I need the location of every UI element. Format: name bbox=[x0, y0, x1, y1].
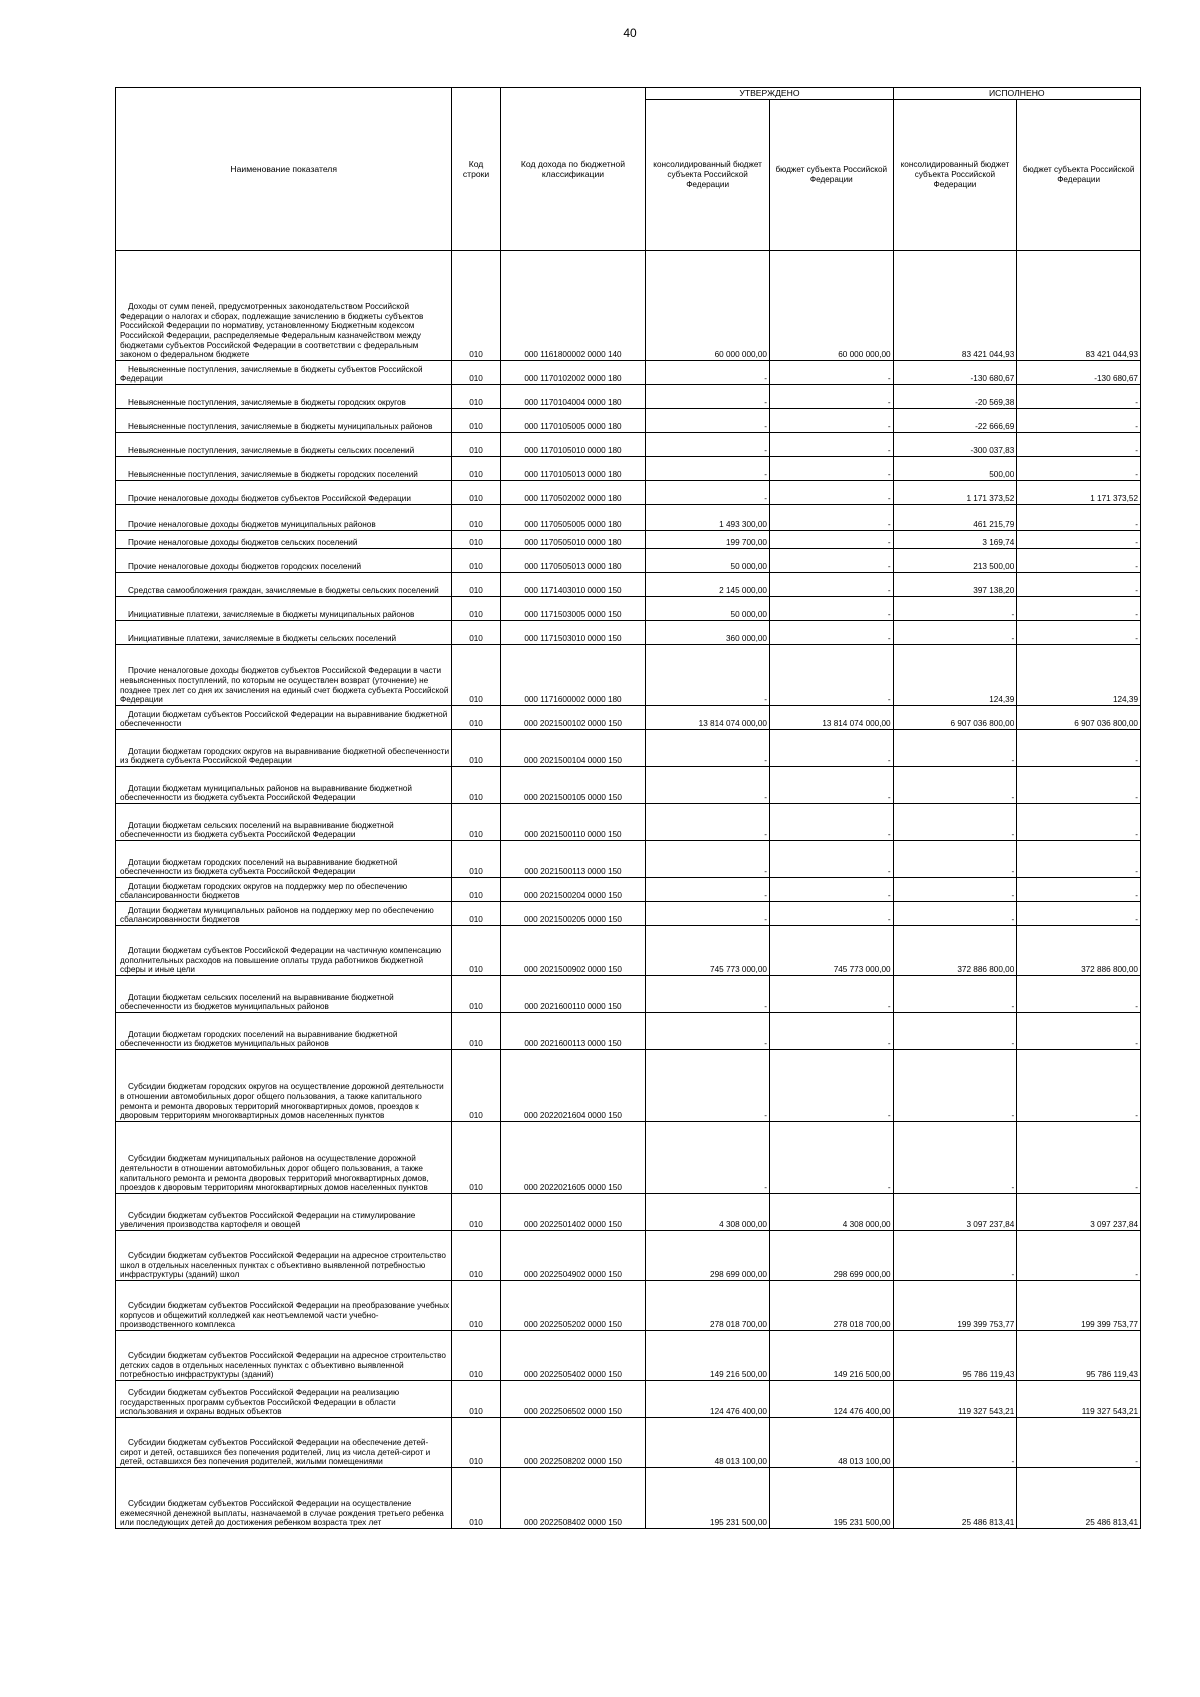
table-row bbox=[116, 505, 1141, 531]
table-row bbox=[116, 767, 1141, 804]
row-executed-subject: - bbox=[1017, 1013, 1141, 1050]
row-name: Средства самообложения граждан, зачисляемые в бюджеты сельских поселений bbox=[116, 573, 452, 597]
row-executed-consolidated: 461 215,79 bbox=[893, 505, 1017, 531]
row-income-code: 000 1171503005 0000 150 bbox=[500, 597, 646, 621]
row-approved-consolidated: 124 476 400,00 bbox=[646, 1381, 770, 1418]
row-approved-consolidated: - bbox=[646, 457, 770, 481]
row-approved-consolidated: 13 814 074 000,00 bbox=[646, 706, 770, 730]
row-line-code: 010 bbox=[452, 1418, 500, 1468]
income-report-table bbox=[115, 87, 1141, 1529]
row-income-code: 000 1170104004 0000 180 bbox=[500, 385, 646, 409]
row-income-code: 000 2022505202 0000 150 bbox=[500, 1281, 646, 1331]
row-line-code: 010 bbox=[452, 730, 500, 767]
row-approved-consolidated: 199 700,00 bbox=[646, 531, 770, 549]
row-executed-consolidated: - bbox=[893, 1122, 1017, 1194]
row-approved-consolidated: - bbox=[646, 878, 770, 902]
row-approved-subject: - bbox=[769, 361, 893, 385]
table-row bbox=[116, 621, 1141, 645]
table-row bbox=[116, 409, 1141, 433]
header-income-code: Код дохода по бюджетной классификации bbox=[500, 88, 646, 251]
row-executed-subject: 3 097 237,84 bbox=[1017, 1194, 1141, 1231]
row-line-code: 010 bbox=[452, 1050, 500, 1122]
table-row bbox=[116, 976, 1141, 1013]
row-name: Дотации бюджетам субъектов Российской Федерации на выравнивание бюджетной обеспеченности bbox=[116, 706, 452, 730]
page-number: 40 bbox=[623, 26, 637, 40]
row-approved-subject: 13 814 074 000,00 bbox=[769, 706, 893, 730]
row-approved-subject: - bbox=[769, 433, 893, 457]
row-executed-subject: - bbox=[1017, 457, 1141, 481]
header-executed-consolidated: консолидированный бюджет субъекта Российской Федерации bbox=[893, 100, 1017, 251]
row-approved-subject: 195 231 500,00 bbox=[769, 1468, 893, 1529]
row-name: Дотации бюджетам сельских поселений на выравнивание бюджетной обеспеченности из бюджетов муниципальных районов bbox=[116, 976, 452, 1013]
table-row bbox=[116, 1050, 1141, 1122]
table-row bbox=[116, 706, 1141, 730]
row-name: Субсидии бюджетам субъектов Российской Федерации на реализацию государственных программ субъектов Российской Федерации в области использования и охраны водных объектов bbox=[116, 1381, 452, 1418]
table-row bbox=[116, 1381, 1141, 1418]
header-approved-subject: бюджет субъекта Российской Федерации bbox=[769, 100, 893, 251]
table-row bbox=[116, 531, 1141, 549]
row-income-code: 000 2022505402 0000 150 bbox=[500, 1331, 646, 1381]
row-income-code: 000 2021500204 0000 150 bbox=[500, 878, 646, 902]
row-executed-subject: - bbox=[1017, 1050, 1141, 1122]
row-approved-consolidated: 360 000,00 bbox=[646, 621, 770, 645]
row-line-code: 010 bbox=[452, 433, 500, 457]
row-income-code: 000 1170105005 0000 180 bbox=[500, 409, 646, 433]
row-approved-subject: - bbox=[769, 804, 893, 841]
row-executed-consolidated: - bbox=[893, 1418, 1017, 1468]
row-executed-subject: - bbox=[1017, 730, 1141, 767]
table-row bbox=[116, 549, 1141, 573]
row-executed-consolidated: 25 486 813,41 bbox=[893, 1468, 1017, 1529]
row-executed-consolidated: -20 569,38 bbox=[893, 385, 1017, 409]
row-line-code: 010 bbox=[452, 531, 500, 549]
table-row bbox=[116, 361, 1141, 385]
row-approved-consolidated: 50 000,00 bbox=[646, 597, 770, 621]
row-approved-subject: 48 013 100,00 bbox=[769, 1418, 893, 1468]
row-name: Прочие неналоговые доходы бюджетов сельских поселений bbox=[116, 531, 452, 549]
row-income-code: 000 2022021605 0000 150 bbox=[500, 1122, 646, 1194]
table-row bbox=[116, 457, 1141, 481]
row-approved-consolidated: 60 000 000,00 bbox=[646, 251, 770, 361]
row-income-code: 000 1161800002 0000 140 bbox=[500, 251, 646, 361]
row-line-code: 010 bbox=[452, 804, 500, 841]
row-approved-subject: - bbox=[769, 573, 893, 597]
row-approved-consolidated: - bbox=[646, 385, 770, 409]
row-executed-subject: - bbox=[1017, 1231, 1141, 1281]
row-income-code: 000 2022506502 0000 150 bbox=[500, 1381, 646, 1418]
row-executed-consolidated: 213 500,00 bbox=[893, 549, 1017, 573]
row-income-code: 000 2022501402 0000 150 bbox=[500, 1194, 646, 1231]
row-approved-subject: - bbox=[769, 1050, 893, 1122]
row-approved-subject: - bbox=[769, 549, 893, 573]
row-approved-subject: - bbox=[769, 597, 893, 621]
row-name: Инициативные платежи, зачисляемые в бюджеты сельских поселений bbox=[116, 621, 452, 645]
row-executed-subject: - bbox=[1017, 902, 1141, 926]
row-name: Невыясненные поступления, зачисляемые в бюджеты сельских поселений bbox=[116, 433, 452, 457]
row-approved-consolidated: - bbox=[646, 433, 770, 457]
row-approved-consolidated: 195 231 500,00 bbox=[646, 1468, 770, 1529]
row-executed-subject: -130 680,67 bbox=[1017, 361, 1141, 385]
row-approved-consolidated: - bbox=[646, 1013, 770, 1050]
row-income-code: 000 2022508402 0000 150 bbox=[500, 1468, 646, 1529]
row-approved-consolidated: 149 216 500,00 bbox=[646, 1331, 770, 1381]
row-name: Прочие неналоговые доходы бюджетов муниципальных районов bbox=[116, 505, 452, 531]
header-executed-subject: бюджет субъекта Российской Федерации bbox=[1017, 100, 1141, 251]
row-line-code: 010 bbox=[452, 1013, 500, 1050]
row-name: Прочие неналоговые доходы бюджетов городских поселений bbox=[116, 549, 452, 573]
row-approved-consolidated: - bbox=[646, 645, 770, 706]
row-executed-subject: - bbox=[1017, 767, 1141, 804]
row-income-code: 000 2021600113 0000 150 bbox=[500, 1013, 646, 1050]
table-row bbox=[116, 841, 1141, 878]
row-approved-subject: - bbox=[769, 531, 893, 549]
row-income-code: 000 2021500102 0000 150 bbox=[500, 706, 646, 730]
row-executed-subject: 199 399 753,77 bbox=[1017, 1281, 1141, 1331]
row-executed-subject: - bbox=[1017, 433, 1141, 457]
row-approved-consolidated: - bbox=[646, 976, 770, 1013]
row-approved-subject: - bbox=[769, 481, 893, 505]
table-row bbox=[116, 1122, 1141, 1194]
row-line-code: 010 bbox=[452, 549, 500, 573]
row-executed-consolidated: 119 327 543,21 bbox=[893, 1381, 1017, 1418]
row-line-code: 010 bbox=[452, 841, 500, 878]
row-name: Невыясненные поступления, зачисляемые в бюджеты городских округов bbox=[116, 385, 452, 409]
table-row bbox=[116, 1281, 1141, 1331]
row-approved-subject: - bbox=[769, 1122, 893, 1194]
row-approved-consolidated: - bbox=[646, 767, 770, 804]
row-approved-subject: - bbox=[769, 1013, 893, 1050]
table-row bbox=[116, 645, 1141, 706]
row-income-code: 000 1170505005 0000 180 bbox=[500, 505, 646, 531]
row-executed-subject: 1 171 373,52 bbox=[1017, 481, 1141, 505]
row-executed-subject: - bbox=[1017, 409, 1141, 433]
header-name: Наименование показателя bbox=[116, 88, 452, 251]
row-income-code: 000 1170505010 0000 180 bbox=[500, 531, 646, 549]
header-line-code: Код строки bbox=[452, 88, 500, 251]
row-executed-consolidated: - bbox=[893, 1231, 1017, 1281]
row-name: Субсидии бюджетам субъектов Российской Федерации на преобразование учебных корпусов и общежитий колледжей как неотъемлемой части учебно-производственного комплекса bbox=[116, 1281, 452, 1331]
row-approved-subject: - bbox=[769, 767, 893, 804]
header-approved-consolidated: консолидированный бюджет субъекта Российской Федерации bbox=[646, 100, 770, 251]
row-income-code: 000 2021500902 0000 150 bbox=[500, 926, 646, 976]
row-executed-subject: 124,39 bbox=[1017, 645, 1141, 706]
row-executed-consolidated: - bbox=[893, 1050, 1017, 1122]
row-name: Невыясненные поступления, зачисляемые в бюджеты городских поселений bbox=[116, 457, 452, 481]
row-name: Дотации бюджетам муниципальных районов на поддержку мер по обеспечению сбалансированности бюджетов bbox=[116, 902, 452, 926]
row-executed-consolidated: 3 169,74 bbox=[893, 531, 1017, 549]
row-name: Дотации бюджетам городских округов на выравнивание бюджетной обеспеченности из бюджета субъекта Российской Федерации bbox=[116, 730, 452, 767]
row-approved-consolidated: 2 145 000,00 bbox=[646, 573, 770, 597]
row-approved-subject: - bbox=[769, 645, 893, 706]
row-income-code: 000 2021600110 0000 150 bbox=[500, 976, 646, 1013]
row-approved-consolidated: 298 699 000,00 bbox=[646, 1231, 770, 1281]
row-name: Дотации бюджетам субъектов Российской Федерации на частичную компенсацию дополнительных расходов на повышение оплаты труда работников бюджетной сферы и иные цели bbox=[116, 926, 452, 976]
row-income-code: 000 2022021604 0000 150 bbox=[500, 1050, 646, 1122]
row-line-code: 010 bbox=[452, 645, 500, 706]
row-name: Доходы от сумм пеней, предусмотренных законодательством Российской Федерации о налогах и сборах, подлежащие зачислению в бюджеты субъектов Российской Федерации по нормативу, установленному Бюджетным кодексом Российской Федерации, распределяемые Федеральным казначейством между бюджетами субъектов Российской Федерации в соответствии с федеральным законом о федеральном бюджете bbox=[116, 251, 452, 361]
row-executed-subject: 6 907 036 800,00 bbox=[1017, 706, 1141, 730]
row-name: Субсидии бюджетам субъектов Российской Федерации на стимулирование увеличения производства картофеля и овощей bbox=[116, 1194, 452, 1231]
row-line-code: 010 bbox=[452, 1194, 500, 1231]
row-line-code: 010 bbox=[452, 767, 500, 804]
table-row bbox=[116, 597, 1141, 621]
row-name: Дотации бюджетам муниципальных районов на выравнивание бюджетной обеспеченности из бюджета субъекта Российской Федерации bbox=[116, 767, 452, 804]
row-approved-consolidated: - bbox=[646, 804, 770, 841]
row-executed-consolidated: 397 138,20 bbox=[893, 573, 1017, 597]
row-approved-consolidated: - bbox=[646, 1122, 770, 1194]
row-income-code: 000 1170505013 0000 180 bbox=[500, 549, 646, 573]
row-name: Субсидии бюджетам субъектов Российской Федерации на адресное строительство детских садов в отдельных населенных пунктах с объективно выявленной потребностью инфраструктуры (зданий) bbox=[116, 1331, 452, 1381]
row-approved-consolidated: - bbox=[646, 902, 770, 926]
row-line-code: 010 bbox=[452, 1381, 500, 1418]
row-executed-subject: - bbox=[1017, 1418, 1141, 1468]
row-name: Субсидии бюджетам субъектов Российской Федерации на обеспечение детей-сирот и детей, оставшихся без попечения родителей, лиц из числа детей-сирот и детей, оставшихся без попечения родителей, жилыми помещениями bbox=[116, 1418, 452, 1468]
row-executed-consolidated: - bbox=[893, 902, 1017, 926]
row-executed-subject: 25 486 813,41 bbox=[1017, 1468, 1141, 1529]
row-approved-subject: - bbox=[769, 878, 893, 902]
row-name: Дотации бюджетам городских округов на поддержку мер по обеспечению сбалансированности бюджетов bbox=[116, 878, 452, 902]
table-row bbox=[116, 481, 1141, 505]
row-approved-subject: 745 773 000,00 bbox=[769, 926, 893, 976]
row-line-code: 010 bbox=[452, 1231, 500, 1281]
row-name: Прочие неналоговые доходы бюджетов субъектов Российской Федерации bbox=[116, 481, 452, 505]
header-approved: УТВЕРЖДЕНО bbox=[646, 88, 893, 100]
table-row bbox=[116, 878, 1141, 902]
row-executed-consolidated: - bbox=[893, 976, 1017, 1013]
row-name: Невыясненные поступления, зачисляемые в бюджеты муниципальных районов bbox=[116, 409, 452, 433]
table-row bbox=[116, 1468, 1141, 1529]
row-approved-consolidated: 1 493 300,00 bbox=[646, 505, 770, 531]
row-line-code: 010 bbox=[452, 1281, 500, 1331]
row-executed-consolidated: - bbox=[893, 767, 1017, 804]
row-name: Инициативные платежи, зачисляемые в бюджеты муниципальных районов bbox=[116, 597, 452, 621]
row-name: Дотации бюджетам сельских поселений на выравнивание бюджетной обеспеченности из бюджета субъекта Российской Федерации bbox=[116, 804, 452, 841]
row-name: Субсидии бюджетам субъектов Российской Федерации на адресное строительство школ в отдельных населенных пунктах с объективно выявленной потребностью инфраструктуры (зданий) школ bbox=[116, 1231, 452, 1281]
row-executed-subject: - bbox=[1017, 385, 1141, 409]
row-executed-subject: 83 421 044,93 bbox=[1017, 251, 1141, 361]
row-line-code: 010 bbox=[452, 505, 500, 531]
row-approved-subject: - bbox=[769, 621, 893, 645]
row-line-code: 010 bbox=[452, 926, 500, 976]
table-row bbox=[116, 1194, 1141, 1231]
row-executed-subject: - bbox=[1017, 841, 1141, 878]
row-approved-subject: - bbox=[769, 457, 893, 481]
row-executed-consolidated: 6 907 036 800,00 bbox=[893, 706, 1017, 730]
row-executed-consolidated: 124,39 bbox=[893, 645, 1017, 706]
row-executed-subject: - bbox=[1017, 1122, 1141, 1194]
row-approved-subject: 149 216 500,00 bbox=[769, 1331, 893, 1381]
table-row bbox=[116, 730, 1141, 767]
row-income-code: 000 1170102002 0000 180 bbox=[500, 361, 646, 385]
row-income-code: 000 1171403010 0000 150 bbox=[500, 573, 646, 597]
row-name: Субсидии бюджетам городских округов на осуществление дорожной деятельности в отношении автомобильных дорог общего пользования, а также капитального ремонта и ремонта дворовых территорий многоквартирных домов, проездов к дворовым территориям многоквартирных домов населенных пунктов bbox=[116, 1050, 452, 1122]
row-income-code: 000 2022504902 0000 150 bbox=[500, 1231, 646, 1281]
row-approved-consolidated: - bbox=[646, 841, 770, 878]
table-row bbox=[116, 926, 1141, 976]
row-line-code: 010 bbox=[452, 457, 500, 481]
row-name: Дотации бюджетам городских поселений на выравнивание бюджетной обеспеченности из бюджетов муниципальных районов bbox=[116, 1013, 452, 1050]
row-line-code: 010 bbox=[452, 481, 500, 505]
row-approved-subject: - bbox=[769, 902, 893, 926]
row-income-code: 000 1170105010 0000 180 bbox=[500, 433, 646, 457]
table-row bbox=[116, 573, 1141, 597]
row-line-code: 010 bbox=[452, 573, 500, 597]
table-row bbox=[116, 433, 1141, 457]
row-executed-consolidated: - bbox=[893, 878, 1017, 902]
row-name: Невыясненные поступления, зачисляемые в бюджеты субъектов Российской Федерации bbox=[116, 361, 452, 385]
table-row bbox=[116, 385, 1141, 409]
row-executed-consolidated: 95 786 119,43 bbox=[893, 1331, 1017, 1381]
table-row bbox=[116, 902, 1141, 926]
row-income-code: 000 2021500113 0000 150 bbox=[500, 841, 646, 878]
row-executed-consolidated: -22 666,69 bbox=[893, 409, 1017, 433]
row-executed-subject: - bbox=[1017, 878, 1141, 902]
row-approved-subject: - bbox=[769, 505, 893, 531]
row-executed-subject: - bbox=[1017, 549, 1141, 573]
row-approved-subject: - bbox=[769, 385, 893, 409]
row-line-code: 010 bbox=[452, 878, 500, 902]
row-approved-consolidated: - bbox=[646, 730, 770, 767]
row-executed-consolidated: -300 037,83 bbox=[893, 433, 1017, 457]
row-income-code: 000 1170502002 0000 180 bbox=[500, 481, 646, 505]
table-row bbox=[116, 1418, 1141, 1468]
row-name: Прочие неналоговые доходы бюджетов субъектов Российской Федерации в части невыясненных поступлений, по которым не осуществлен возврат (уточнение) не позднее трех лет со дня их зачисления на единый счет бюджета субъекта Российской Федерации bbox=[116, 645, 452, 706]
table-row bbox=[116, 251, 1141, 361]
row-income-code: 000 2021500110 0000 150 bbox=[500, 804, 646, 841]
row-approved-consolidated: 745 773 000,00 bbox=[646, 926, 770, 976]
row-executed-subject: - bbox=[1017, 505, 1141, 531]
row-line-code: 010 bbox=[452, 902, 500, 926]
row-approved-subject: - bbox=[769, 841, 893, 878]
row-line-code: 010 bbox=[452, 1468, 500, 1529]
row-name: Дотации бюджетам городских поселений на выравнивание бюджетной обеспеченности из бюджета субъекта Российской Федерации bbox=[116, 841, 452, 878]
row-income-code: 000 1171600002 0000 180 bbox=[500, 645, 646, 706]
row-executed-subject: - bbox=[1017, 597, 1141, 621]
row-executed-subject: 372 886 800,00 bbox=[1017, 926, 1141, 976]
row-income-code: 000 2022508202 0000 150 bbox=[500, 1418, 646, 1468]
row-line-code: 010 bbox=[452, 976, 500, 1013]
row-income-code: 000 2021500104 0000 150 bbox=[500, 730, 646, 767]
row-approved-consolidated: - bbox=[646, 361, 770, 385]
row-approved-subject: - bbox=[769, 409, 893, 433]
row-income-code: 000 2021500105 0000 150 bbox=[500, 767, 646, 804]
row-executed-consolidated: -130 680,67 bbox=[893, 361, 1017, 385]
table-row bbox=[116, 804, 1141, 841]
row-executed-subject: - bbox=[1017, 573, 1141, 597]
row-line-code: 010 bbox=[452, 597, 500, 621]
row-line-code: 010 bbox=[452, 409, 500, 433]
row-approved-consolidated: 4 308 000,00 bbox=[646, 1194, 770, 1231]
row-approved-subject: 298 699 000,00 bbox=[769, 1231, 893, 1281]
row-executed-consolidated: - bbox=[893, 804, 1017, 841]
row-approved-subject: 278 018 700,00 bbox=[769, 1281, 893, 1331]
row-approved-consolidated: 50 000,00 bbox=[646, 549, 770, 573]
row-approved-consolidated: - bbox=[646, 481, 770, 505]
row-executed-subject: - bbox=[1017, 621, 1141, 645]
row-income-code: 000 2021500205 0000 150 bbox=[500, 902, 646, 926]
header-executed: ИСПОЛНЕНО bbox=[893, 88, 1140, 100]
table-row bbox=[116, 1231, 1141, 1281]
row-executed-consolidated: 199 399 753,77 bbox=[893, 1281, 1017, 1331]
row-executed-subject: 95 786 119,43 bbox=[1017, 1331, 1141, 1381]
row-executed-consolidated: - bbox=[893, 597, 1017, 621]
row-executed-consolidated: - bbox=[893, 730, 1017, 767]
row-line-code: 010 bbox=[452, 1331, 500, 1381]
row-executed-subject: 119 327 543,21 bbox=[1017, 1381, 1141, 1418]
row-line-code: 010 bbox=[452, 361, 500, 385]
row-line-code: 010 bbox=[452, 621, 500, 645]
row-line-code: 010 bbox=[452, 1122, 500, 1194]
row-income-code: 000 1170105013 0000 180 bbox=[500, 457, 646, 481]
row-executed-consolidated: - bbox=[893, 841, 1017, 878]
row-executed-consolidated: 372 886 800,00 bbox=[893, 926, 1017, 976]
table-row bbox=[116, 1331, 1141, 1381]
row-line-code: 010 bbox=[452, 251, 500, 361]
row-executed-subject: - bbox=[1017, 804, 1141, 841]
row-approved-subject: 60 000 000,00 bbox=[769, 251, 893, 361]
row-name: Субсидии бюджетам субъектов Российской Федерации на осуществление ежемесячной денежной выплаты, назначаемой в случае рождения третьего ребенка или последующих детей до достижения ребенком возраста трех лет bbox=[116, 1468, 452, 1529]
row-approved-consolidated: - bbox=[646, 1050, 770, 1122]
row-executed-subject: - bbox=[1017, 531, 1141, 549]
row-name: Субсидии бюджетам муниципальных районов на осуществление дорожной деятельности в отношении автомобильных дорог общего пользования, а также капитального ремонта и ремонта дворовых территорий многоквартирных домов, проездов к дворовым территориям многоквартирных домов населенных пунктов bbox=[116, 1122, 452, 1194]
row-approved-subject: 124 476 400,00 bbox=[769, 1381, 893, 1418]
row-executed-consolidated: - bbox=[893, 621, 1017, 645]
table-row bbox=[116, 1013, 1141, 1050]
row-approved-subject: 4 308 000,00 bbox=[769, 1194, 893, 1231]
row-executed-subject: - bbox=[1017, 976, 1141, 1013]
row-approved-subject: - bbox=[769, 976, 893, 1013]
row-approved-consolidated: - bbox=[646, 409, 770, 433]
row-executed-consolidated: - bbox=[893, 1013, 1017, 1050]
row-line-code: 010 bbox=[452, 706, 500, 730]
row-approved-subject: - bbox=[769, 730, 893, 767]
table-body bbox=[116, 251, 1141, 1529]
row-line-code: 010 bbox=[452, 385, 500, 409]
row-executed-consolidated: 83 421 044,93 bbox=[893, 251, 1017, 361]
row-income-code: 000 1171503010 0000 150 bbox=[500, 621, 646, 645]
row-executed-consolidated: 500,00 bbox=[893, 457, 1017, 481]
row-approved-consolidated: 278 018 700,00 bbox=[646, 1281, 770, 1331]
row-executed-consolidated: 1 171 373,52 bbox=[893, 481, 1017, 505]
row-executed-consolidated: 3 097 237,84 bbox=[893, 1194, 1017, 1231]
row-approved-consolidated: 48 013 100,00 bbox=[646, 1418, 770, 1468]
